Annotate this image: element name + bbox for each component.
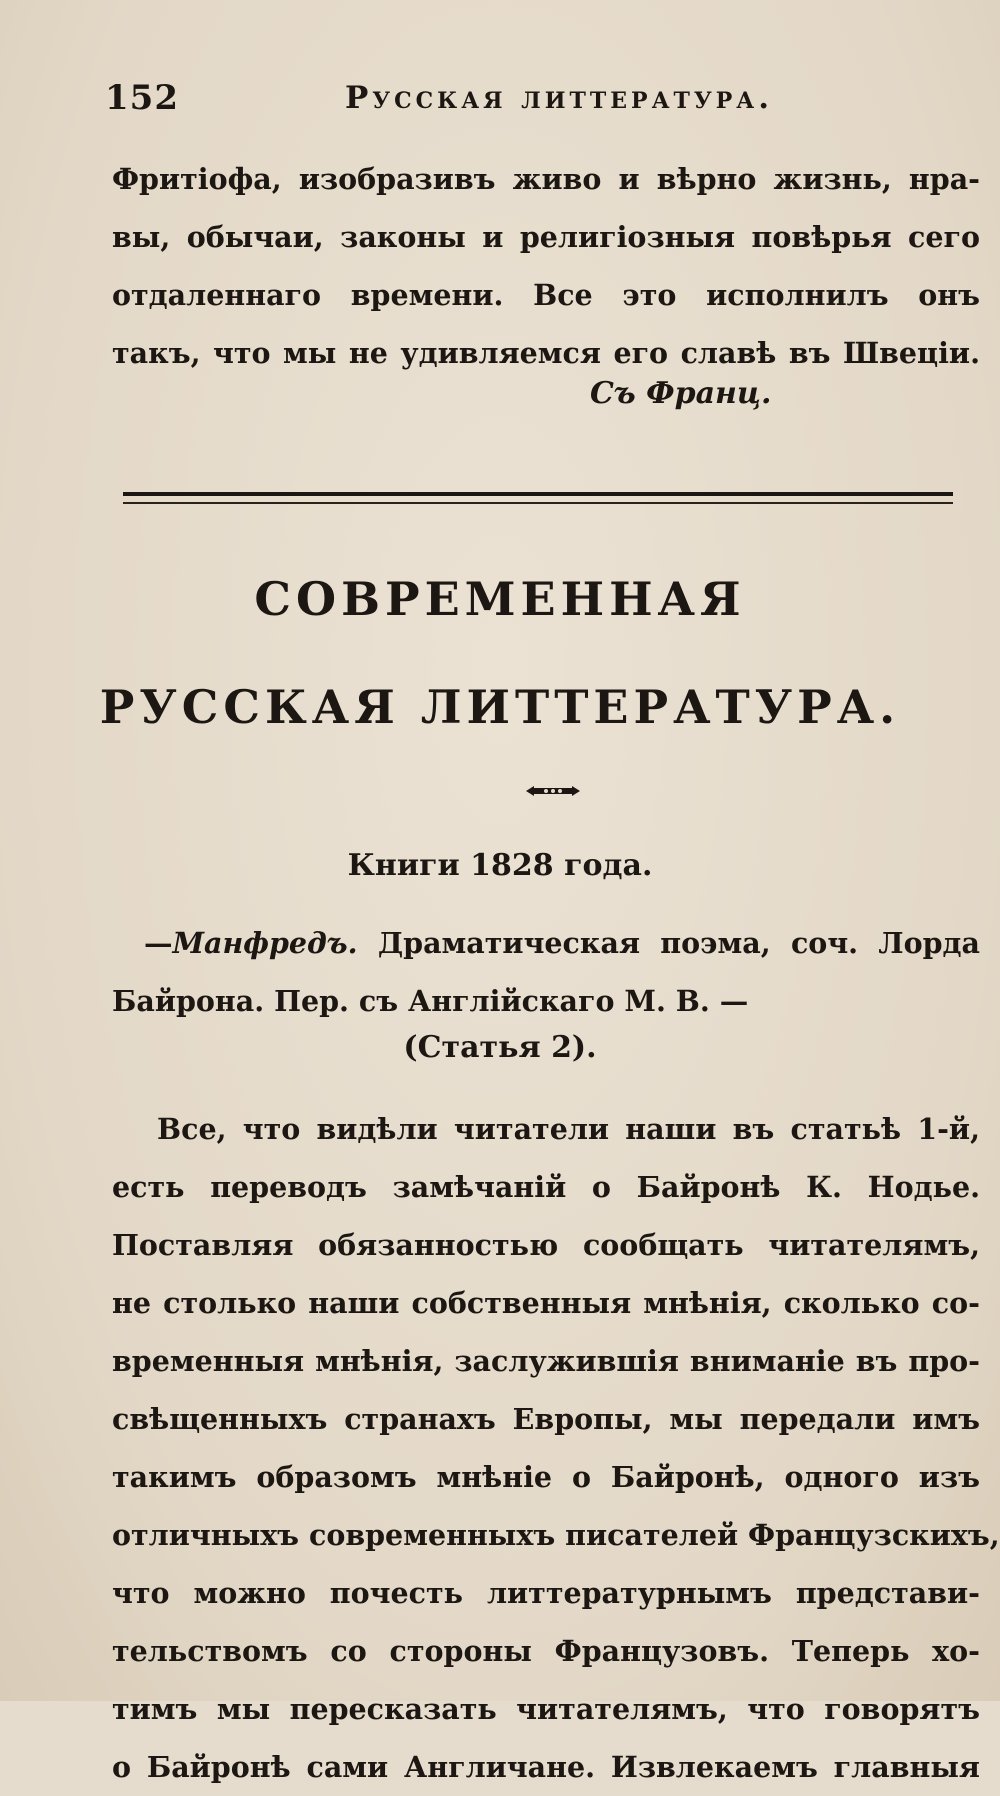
text-line: такъ, что мы не удивляемся его славѣ въ Швеціи. (112, 336, 980, 370)
section-title-line-1: СОВРЕМЕННАЯ (254, 572, 746, 626)
text-line: Фритіофа, изобразивъ живо и вѣрно жизнь, нра- (112, 162, 980, 196)
notice-dash: — (144, 926, 173, 960)
text-line: о Байронѣ сами Англичане. Извлекаемъ главныя (112, 1750, 980, 1784)
article-label: (Статья 2). (403, 1030, 597, 1065)
section-title-line-2: РУССКАЯ ЛИТТЕРАТУРА. (99, 680, 901, 734)
page-header (105, 78, 980, 128)
text-line: свѣщенныхъ странахъ Европы, мы передали имъ (112, 1402, 980, 1436)
text-line: временныя мнѣнія, заслужившія вниманіе въ про- (112, 1344, 980, 1378)
text-line: тимъ мы пересказать читателямъ, что говорятъ (112, 1692, 980, 1726)
running-title: Русская литтература. (345, 80, 773, 116)
text-line: вы, обычаи, законы и религіозныя повѣрья сего (112, 220, 980, 254)
text-line: Все, что видѣли читатели наши въ статьѣ 1-й, (157, 1112, 980, 1146)
text-line: отдаленнаго времени. Все это исполнилъ онъ (112, 278, 980, 312)
text-line: тельствомъ со стороны Французовъ. Теперь хо- (112, 1634, 980, 1668)
section-divider-thick (123, 492, 953, 496)
translation-signature: Съ Франц. (590, 376, 772, 411)
text-line: Поставляя обязанностью сообщать читателямъ, (112, 1228, 980, 1262)
text-line: есть переводъ замѣчаній о Байронѣ К. Нодье. (112, 1170, 980, 1204)
work-title: Манфредъ. (172, 926, 358, 960)
body-paragraph (112, 1100, 1000, 1796)
text-line: что можно почесть литтературнымъ представи- (112, 1576, 980, 1610)
section-divider-thin (123, 502, 953, 504)
notice-line-2: Байрона. Пер. съ Англійскаго М. В. — (112, 984, 749, 1018)
text-line: отличныхъ современныхъ писателей Французскихъ, (112, 1518, 1000, 1552)
notice-line-1 (112, 914, 980, 972)
text-line: такимъ образомъ мнѣніе о Байронѣ, одного изъ (112, 1460, 980, 1494)
subtitle: Книги 1828 года. (347, 848, 653, 883)
book-notice (112, 914, 980, 1030)
ornament-icon (524, 782, 582, 800)
notice-description: Драматическая поэма, соч. Лорда (377, 926, 980, 960)
text-line: не столько наши собственныя мнѣнія, сколько со- (112, 1286, 980, 1320)
page-number: 152 (105, 78, 179, 118)
continuation-paragraph (112, 150, 980, 382)
